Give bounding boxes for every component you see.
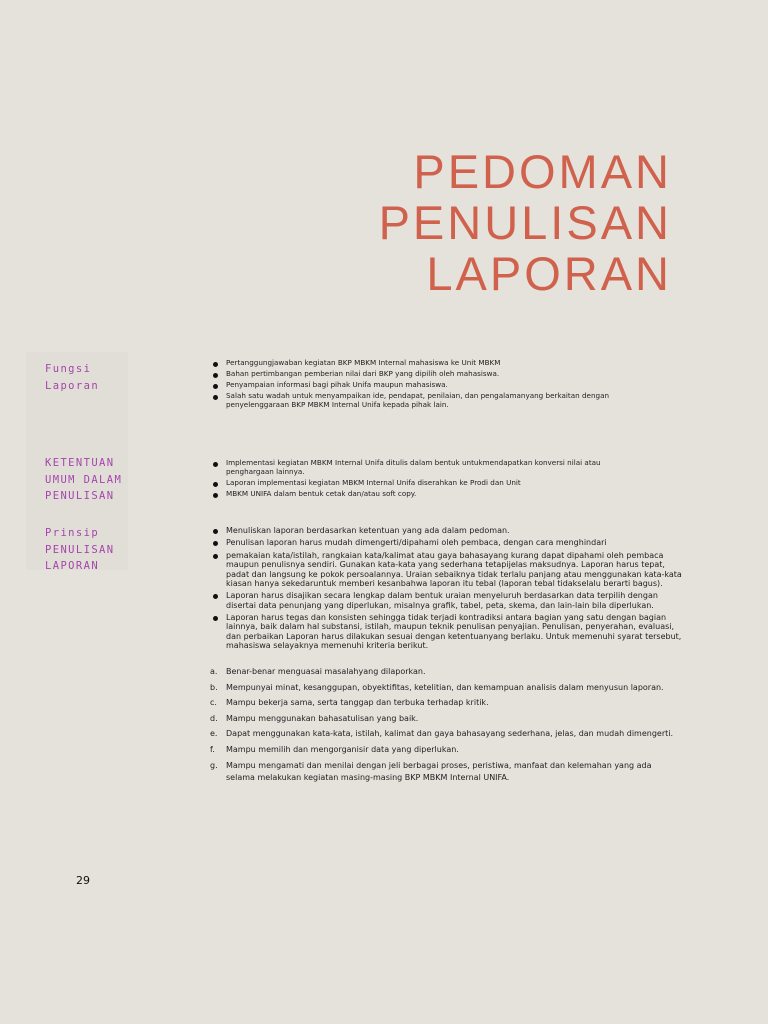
section-label-fungsi: Fungsi Laporan [45,363,100,392]
criteria-label: d. [210,713,218,723]
criteria-item [210,728,676,740]
criteria-text: Mempunyai minat, kesanggupan, obyektifitas, ketelitian, dan kemampuan analisis dalam menyusun laporan. [226,682,664,692]
list-item: MBKM UNIFA dalam bentuk cetak dan/atau soft copy. [210,490,630,499]
title-line: LAPORAN [426,247,672,300]
criteria-text: Mampu menggunakan bahasatulisan yang baik. [226,713,419,723]
page-number: 29 [76,874,90,887]
list-item: pemakaian kata/istilah, rangkaian kata/kalimat atau gaya bahasayang kurang dapat dipahami oleh pembaca maupun penulisnya sendiri. Gunakan kata-kata yang sederhana tetapijelas maksudnya. Laporan harus tepat, padat dan langsung ke pokok persoalannya. Uraian sebaiknya tidak terlalu panjang atau menggunakan kata-kata kiasan hanya sekedaruntuk memberi kesanbahwa laporan itu tebal (laporan tebal tidakselalu berarti bagus). [210,551,682,588]
criteria-label: e. [210,729,218,739]
criteria-item [210,744,676,756]
list-item: Laporan harus disajikan secara lengkap dalam bentuk uraian menyeluruh berdasarkan data terpilih dengan disertai data penunjang yang diperlukan, misalnya grafik, tabel, peta, skema, dan lain-lain bila diperlukan. [210,591,682,610]
criteria-item [210,713,676,725]
list-item: Laporan harus tegas dan konsisten sehingga tidak terjadi kontradiksi antara bagian yang satu dengan bagian lainnya, baik dalam hal substansi, istilah, maupun teknik penulisan penyajian. Penulisan, penyerahan, evaluasi, dan perbaikan Laporan harus dilakukan sesuai dengan ketentuanyang berlaku. Untuk memenuhi syarat tersebut, mahasiswa selayaknya memenuhi kriteria berikut. [210,613,682,650]
criteria-text: Dapat menggunakan kata-kata, istilah, kalimat dan gaya bahasayang sederhana, jelas, dan mudah dimengerti. [226,729,674,739]
title-line: PENULISAN [378,196,672,249]
criteria-text: Mampu mengamati dan menilai dengan jeli berbagai proses, peristiwa, manfaat dan kelemahan yang ada selama melakukan kegiatan masing-masing BKP MBKM Internal UNIFA. [226,760,652,782]
section-label-prinsip: Prinsip PENULISAN LAPORAN [45,527,115,572]
list-item: Penulisan laporan harus mudah dimengerti/dipahami oleh pembaca, dengan cara menghindari [210,538,682,547]
list-item: Penyampaian informasi bagi pihak Unifa maupun mahasiswa. [210,381,630,390]
ketentuan-list [210,459,630,501]
list-item: Bahan pertimbangan pemberian nilai dari BKP yang dipilih oleh mahasiswa. [210,370,630,379]
criteria-text: Mampu bekerja sama, serta tanggap dan terbuka terhadap kritik. [226,698,489,708]
criteria-text: Benar-benar menguasai masalahyang dilaporkan. [226,667,426,676]
criteria-item [210,760,676,784]
criteria-label: a. [210,667,218,676]
criteria-item [210,697,676,709]
list-item: Laporan implementasi kegiatan MBKM Internal Unifa diserahkan ke Prodi dan Unit [210,479,630,488]
criteria-label: f. [210,744,215,754]
criteria-list [210,666,676,787]
criteria-item [210,666,676,678]
list-item: Pertanggungjawaban kegiatan BKP MBKM Internal mahasiswa ke Unit MBKM [210,359,630,368]
prinsip-list [210,526,682,654]
title-line: PEDOMAN [413,145,672,198]
criteria-item [210,682,676,694]
criteria-label: b. [210,682,218,692]
section-label-ketentuan: KETENTUAN UMUM DALAM PENULISAN [45,457,123,502]
criteria-label: c. [210,698,217,708]
page-title [379,146,672,299]
list-item: Menuliskan laporan berdasarkan ketentuan yang ada dalam pedoman. [210,526,682,535]
criteria-text: Mampu memilih dan mengorganisir data yang diperlukan. [226,744,459,754]
fungsi-list [210,359,630,412]
criteria-label: g. [210,760,218,770]
list-item: Implementasi kegiatan MBKM Internal Unifa ditulis dalam bentuk untukmendapatkan konversi nilai atau penghargaan lainnya. [210,459,630,476]
list-item: Salah satu wadah untuk menyampaikan ide, pendapat, penilaian, dan pengalamanyang berkaitan dengan penyelenggaraan BKP MBKM Internal Unifa kepada pihak lain. [210,392,630,409]
